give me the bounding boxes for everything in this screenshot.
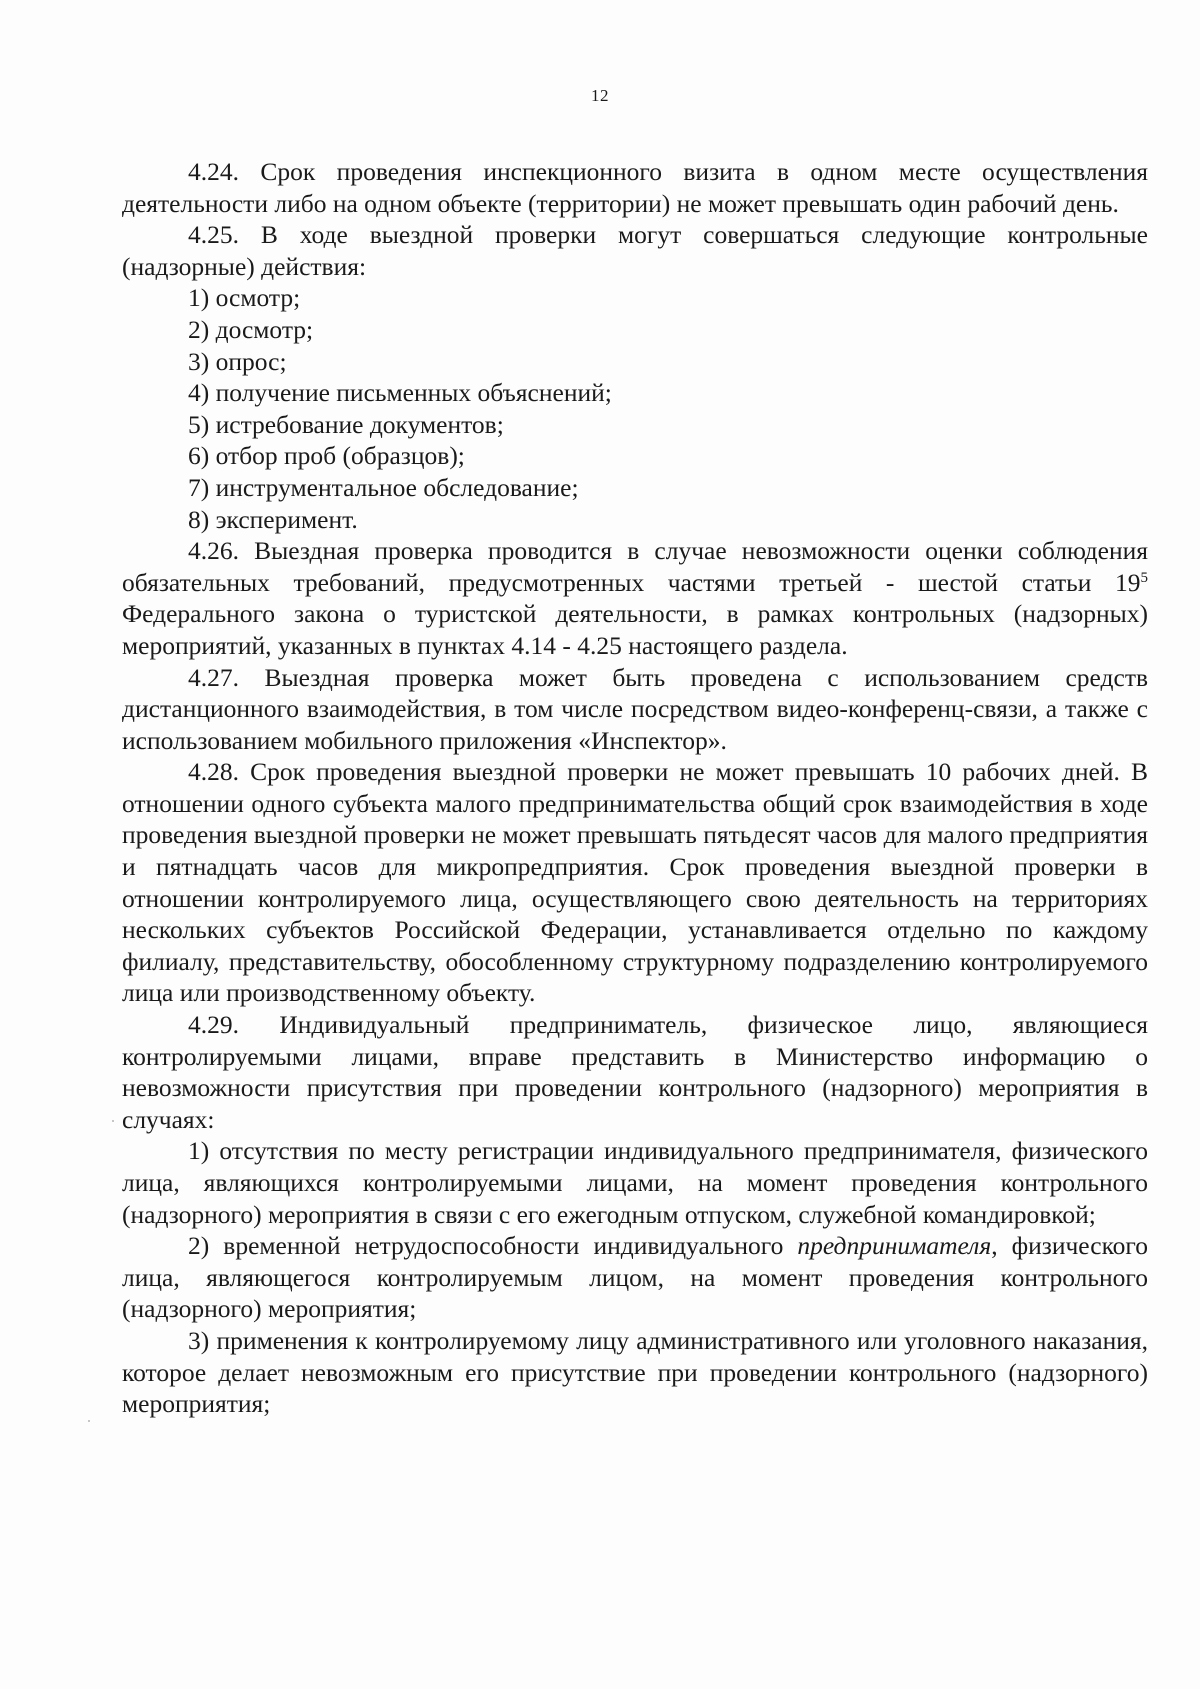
paragraph-4-29-item-1: 1) отсутствия по месту регистрации индивидуального предпринимателя, физического лица, являющихся контролируемыми лицами, на момент проведения контрольного (надзорного) мероприятия в связи с его ежегодным отпуском, служебной командировкой;	[122, 1136, 1148, 1229]
item-2-start: 2) временной нетрудоспособности индивидуального	[188, 1231, 798, 1261]
document-body	[122, 156, 1148, 1420]
paragraph-4-29-item-2	[122, 1230, 1148, 1325]
paragraph-4-27: 4.27. Выездная проверка может быть проведена с использованием средств дистанционного взаимодействия, в том числе посредством видео-конференц-связи, а также с использованием мобильного приложения «Инспектор».	[122, 662, 1148, 755]
paragraph-4-24: 4.24. Срок проведения инспекционного визита в одном месте осуществления деятельности либо на одном объекте (территории) не может превышать один рабочий день.	[122, 157, 1148, 218]
scan-speck	[88, 1420, 90, 1422]
list-item: 2) досмотр;	[188, 314, 314, 344]
list-item: 3) опрос;	[188, 346, 287, 376]
paragraph-4-29: 4.29. Индивидуальный предприниматель, физическое лицо, являющиеся контролируемыми лицами, вправе представить в Министерство информацию о невозможности присутствия при проведении контрольного (надзорного) мероприятия в случаях:	[122, 1010, 1148, 1134]
paragraph-4-26-start: 4.26. Выездная проверка проводится в случае невозможности оценки соблюдения обязательных требований, предусмотренных частями третьей - шестой статьи 19	[122, 536, 1148, 597]
item-2-end: , физического лица, являющегося контролируемым лицом, на момент проведения контрольного (надзорного) мероприятия;	[122, 1231, 1148, 1324]
page-number: 12	[591, 86, 609, 105]
list-item: 7) инструментальное обследование;	[188, 472, 579, 502]
list-item: 1) осмотр;	[188, 283, 301, 313]
list-item: 5) истребование документов;	[188, 409, 504, 439]
item-2-italic-word: предпринимателя	[797, 1231, 992, 1261]
paragraph-4-26	[122, 535, 1148, 661]
paragraph-4-26-end: Федерального закона о туристской деятельности, в рамках контрольных (надзорных) мероприятий, указанных в пунктах 4.14 - 4.25 настоящего раздела.	[122, 599, 1148, 660]
list-item: 4) получение письменных объяснений;	[188, 378, 612, 408]
paragraph-4-25: 4.25. В ходе выездной проверки могут совершаться следующие контрольные (надзорные) действия:	[122, 220, 1148, 281]
superscript-5: 5	[1140, 569, 1148, 586]
paragraph-4-29-item-3: 3) применения к контролируемому лицу административного или уголовного наказания, которое делает невозможным его присутствие при проведении контрольного (надзорного) мероприятия;	[122, 1325, 1148, 1419]
paragraph-4-28: 4.28. Срок проведения выездной проверки не может превышать 10 рабочих дней. В отношении одного субъекта малого предпринимательства общий срок взаимодействия в ходе проведения выездной проверки не может превышать пятьдесят часов для малого предприятия и пятнадцать часов для микропредприятия. Срок проведения выездной проверки в отношении контролируемого лица, осуществляющего свою деятельность на территориях нескольких субъектов Российской Федерации, устанавливается отдельно по каждому филиалу, представительству, обособленному структурному подразделению контролируемого лица или производственному объекту.	[122, 757, 1148, 1008]
actions-list	[122, 282, 1148, 535]
list-item: 8) эксперимент.	[188, 504, 358, 534]
scan-speck	[112, 1120, 114, 1122]
list-item: 6) отбор проб (образцов);	[188, 441, 465, 471]
